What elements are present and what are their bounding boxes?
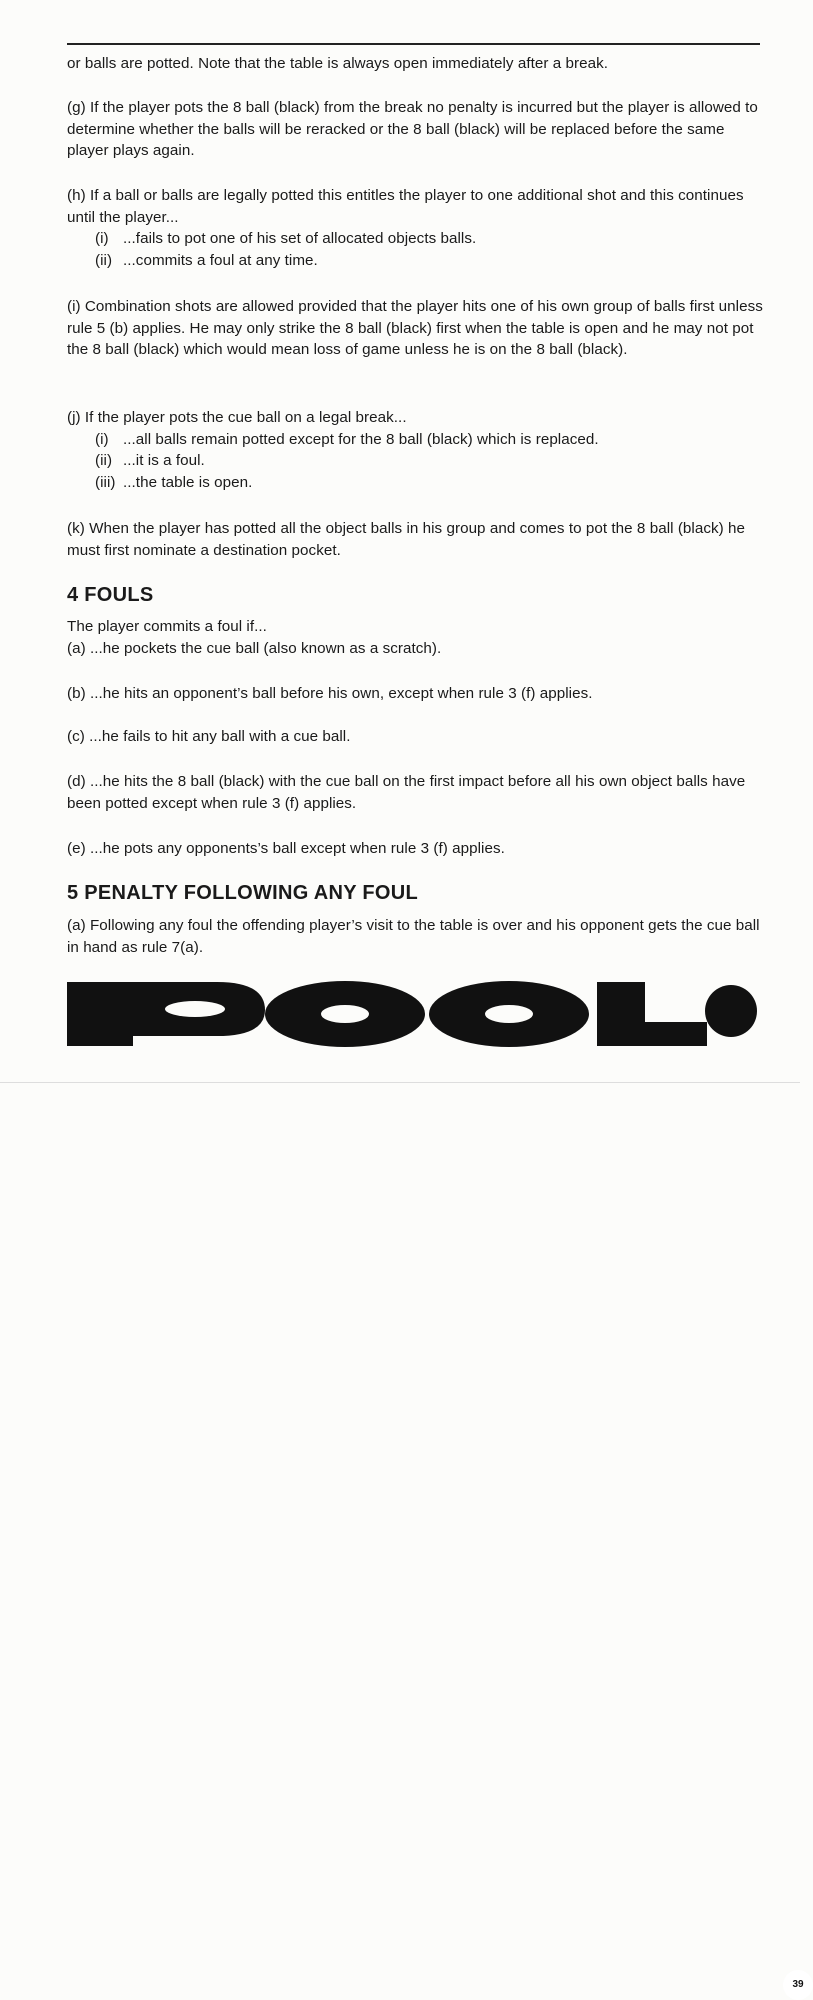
foul-c	[67, 726, 767, 748]
rule-j	[67, 407, 767, 493]
rule-i-text: (i) Combination shots are allowed provided that the player hits one of his own group of balls first unless rule 5 (b) applies. He may only strike the 8 ball (black) first when the table is open and he may not pot the 8 ball (black) which would mean loss of game unless he is on the 8 ball (black).	[67, 298, 763, 358]
penalty-heading: 5 PENALTY FOLLOWING ANY FOUL	[67, 882, 418, 904]
rule-k-text: (k) When the player has potted all the object balls in his group and comes to pot the 8 ball (black) he must first nominate a destination pocket.	[67, 520, 745, 559]
foul-b	[67, 683, 767, 705]
foul-c-text: (c) ...he fails to hit any ball with a cue ball.	[67, 728, 351, 745]
foul-b-text: (b) ...he hits an opponent’s ball before his own, except when rule 3 (f) applies.	[67, 685, 593, 702]
foul-a-text: (a) ...he pockets the cue ball (also known as a scratch).	[67, 639, 442, 657]
rule-h-item: (i) ...fails to pot one of his set of allocated objects balls.	[95, 230, 477, 247]
rule-j-item: (iii) ...the table is open.	[95, 473, 253, 491]
penalty-rule-a	[67, 915, 767, 958]
foul-d-text: (d) ...he hits the 8 ball (black) with the cue ball on the first impact before all his own object balls have been potted except when rule 3 (f) applies.	[67, 773, 746, 812]
rule-j-text: (j) If the player pots the cue ball on a legal break...	[67, 409, 407, 426]
rule-h-text: (h) If a ball or balls are legally potted this entitles the player to one additional shot and this continues until the player...	[67, 187, 744, 226]
top-rule	[67, 43, 760, 45]
rule-h	[67, 185, 767, 271]
rule-intro-text: or balls are potted. Note that the table is always open immediately after a break.	[67, 55, 609, 72]
rule-g	[67, 97, 767, 162]
rule-i	[67, 296, 767, 361]
fouls-heading: 4 FOULS	[67, 584, 154, 606]
rules-continuation	[67, 53, 767, 75]
pool-logo-graphic	[67, 974, 767, 1054]
fouls-list	[67, 616, 767, 659]
foul-e-text: (e) ...he pots any opponents’s ball except when rule 3 (f) applies.	[67, 840, 505, 857]
rule-k	[67, 518, 767, 561]
foul-d	[67, 771, 767, 814]
bottom-edge	[0, 1082, 800, 1083]
penalty-a-text: (a) Following any foul the offending player’s visit to the table is over and his opponent gets the cue ball in hand as rule 7(a).	[67, 917, 760, 956]
page-number: 39	[783, 1970, 813, 2000]
rule-g-text: (g) If the player pots the 8 ball (black) from the break no penalty is incurred but the player is allowed to determine whether the balls will be reracked or the 8 ball (black) will be replaced before the same player plays again.	[67, 99, 758, 159]
rule-h-item: (ii) ...commits a foul at any time.	[95, 251, 318, 269]
foul-e	[67, 838, 767, 860]
rule-j-item: (ii) ...it is a foul.	[95, 452, 205, 469]
fouls-intro-text: The player commits a foul if...	[67, 618, 267, 635]
pool-logo	[67, 974, 804, 1990]
rule-j-item: (i) ...all balls remain potted except for the 8 ball (black) which is replaced.	[95, 430, 599, 448]
